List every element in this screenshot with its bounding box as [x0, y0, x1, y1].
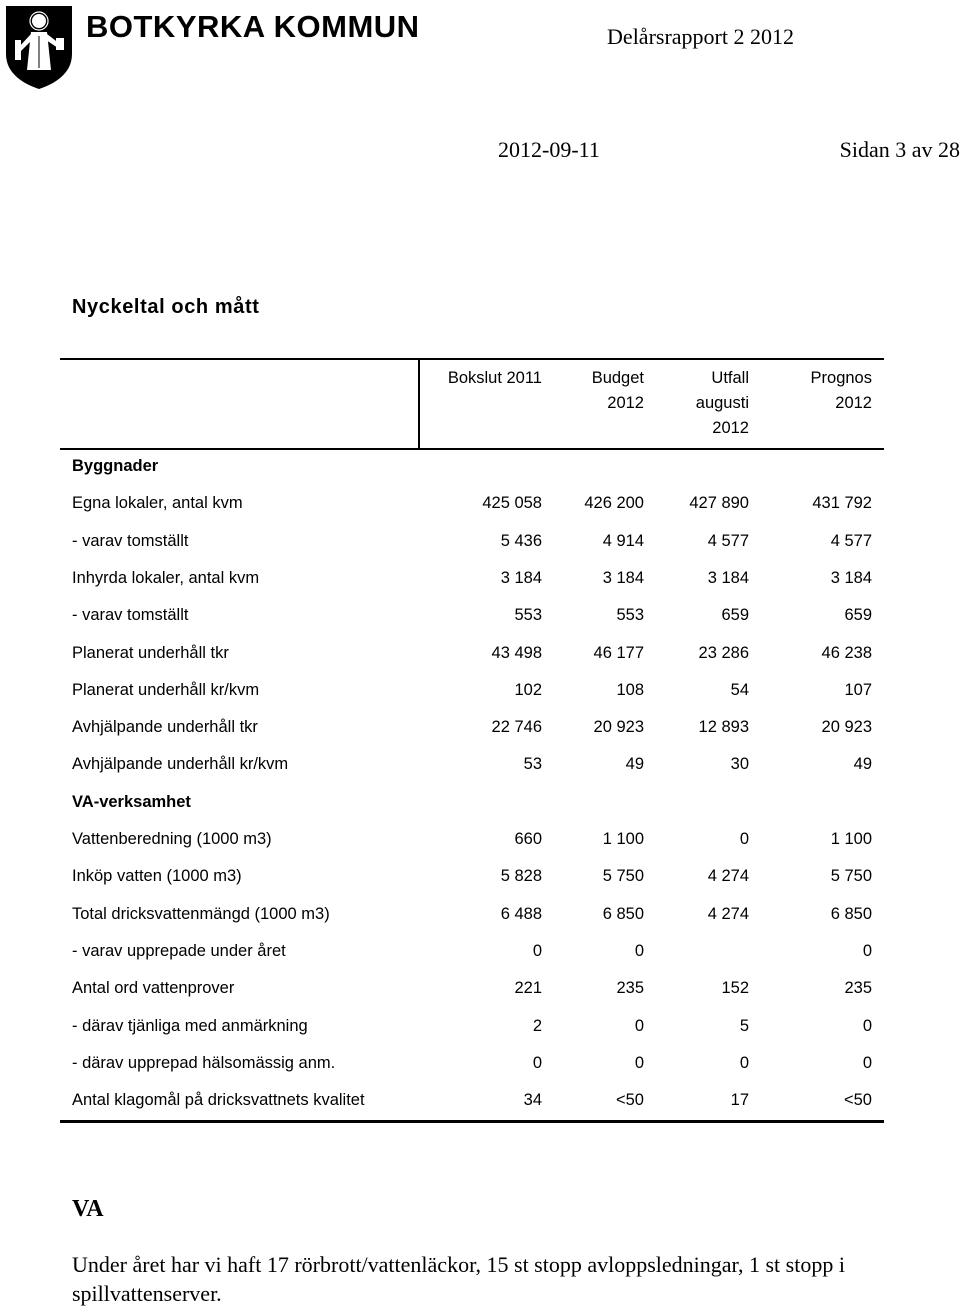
row-value: 20 923	[593, 718, 644, 737]
row-value: 46 238	[821, 643, 872, 662]
row-value: 5 750	[602, 867, 644, 886]
row-label: - därav upprepad hälsomässig anm.	[72, 1053, 336, 1072]
row-group-label: Byggnader	[72, 457, 159, 475]
row-label: Antal ord vattenprover	[72, 979, 235, 998]
row-value: 3 184	[500, 568, 542, 587]
table-row	[60, 784, 884, 821]
table-row	[60, 709, 884, 746]
row-value: 5	[739, 1016, 749, 1035]
row-value: 1 100	[602, 830, 644, 848]
header-divider	[418, 358, 420, 450]
row-value: 553	[514, 606, 542, 625]
table-row	[60, 448, 884, 485]
row-value: 23 286	[698, 643, 749, 662]
row-value: 12 893	[698, 718, 749, 737]
row-value: 0	[634, 1053, 644, 1072]
row-value: 54	[730, 680, 749, 699]
row-value: 4 914	[602, 531, 644, 550]
table-bottom-rule	[60, 1120, 884, 1123]
column-header-utfall-augusti-2012: Utfall augusti 2012	[695, 369, 749, 437]
row-value: 3 184	[602, 568, 644, 587]
table-row	[60, 1082, 884, 1119]
row-value: 427 890	[689, 494, 749, 513]
row-label: Avhjälpande underhåll tkr	[72, 718, 258, 737]
row-value: 0	[739, 830, 749, 848]
row-value: 221	[514, 979, 542, 998]
row-value: 53	[523, 755, 542, 774]
row-value: 49	[625, 755, 644, 774]
row-value: 0	[532, 1053, 542, 1072]
row-value: 6 488	[500, 904, 542, 923]
row-value: 3 184	[830, 568, 872, 587]
row-label: - varav upprepade under året	[72, 941, 286, 960]
table-row	[60, 635, 884, 672]
column-header-budget-2012: Budget 2012	[591, 369, 644, 412]
row-value: <50	[616, 1091, 644, 1110]
row-value: 5 436	[500, 531, 542, 550]
org-name: BOTKYRKA KOMMUN	[86, 9, 420, 44]
row-value: 553	[616, 606, 644, 625]
row-value: 659	[721, 606, 749, 625]
row-group-label: VA-verksamhet	[72, 792, 191, 811]
report-date: 2012-09-11	[498, 137, 600, 162]
table-top-rule	[60, 358, 884, 360]
row-value: 43 498	[491, 643, 542, 662]
table-row	[60, 1008, 884, 1045]
row-value: 425 058	[482, 494, 542, 513]
row-label: - varav tomställt	[72, 606, 189, 625]
table-row	[60, 933, 884, 970]
va-heading: VA	[72, 1196, 104, 1222]
row-label: Vattenberedning (1000 m3)	[72, 830, 272, 848]
row-value: 34	[523, 1091, 542, 1110]
row-value: 5 828	[500, 867, 542, 886]
table-row	[60, 970, 884, 1007]
row-label: Planerat underhåll kr/kvm	[72, 680, 260, 699]
row-value: 5 750	[830, 867, 872, 886]
row-value: 0	[532, 941, 542, 960]
row-label: Total dricksvattenmängd (1000 m3)	[72, 904, 330, 923]
section-title: Nyckeltal och mått	[72, 296, 260, 318]
table-row	[60, 746, 884, 783]
row-label: Planerat underhåll tkr	[72, 643, 229, 662]
row-value: 0	[862, 1053, 872, 1072]
row-value: 30	[730, 755, 749, 774]
row-value: 3 184	[707, 568, 749, 587]
row-value: 152	[721, 979, 749, 998]
row-label: Inköp vatten (1000 m3)	[72, 867, 242, 886]
row-value: 102	[514, 680, 542, 699]
table-row	[60, 560, 884, 597]
row-value: 20 923	[821, 718, 872, 737]
row-value: 235	[616, 979, 644, 998]
column-header-bokslut-2011: Bokslut 2011	[447, 369, 542, 387]
row-value: 46 177	[593, 643, 644, 662]
table-row	[60, 821, 884, 858]
row-value: 22 746	[491, 718, 542, 737]
row-value: 0	[862, 1016, 872, 1035]
row-value: 0	[634, 1016, 644, 1035]
row-value: 235	[844, 979, 872, 998]
row-value: 49	[853, 755, 872, 774]
row-value: 4 577	[707, 531, 749, 550]
row-value: 0	[739, 1053, 749, 1072]
row-label: - varav tomställt	[72, 531, 189, 550]
row-value: 4 274	[707, 867, 749, 886]
row-value: 108	[616, 680, 644, 699]
report-title: Delårsrapport 2 2012	[607, 24, 794, 49]
page-number: Sidan 3 av 28	[839, 137, 960, 162]
row-value: 4 274	[707, 904, 749, 923]
row-value: 4 577	[830, 531, 872, 550]
table-row	[60, 597, 884, 634]
row-value: 431 792	[812, 494, 872, 513]
row-value: 0	[862, 941, 872, 960]
va-paragraph: Under året har vi haft 17 rörbrott/vattenläckor, 15 st stopp avloppsledningar, 1 st stopp i spillvattenserver.	[72, 1252, 845, 1306]
row-value: 660	[514, 830, 542, 848]
row-label: Egna lokaler, antal kvm	[72, 494, 243, 513]
row-value: <50	[844, 1091, 872, 1110]
table-row	[60, 485, 884, 522]
column-header-prognos-2012: Prognos 2012	[810, 369, 872, 412]
table-row	[60, 523, 884, 560]
row-value: 17	[730, 1091, 749, 1110]
row-value: 2	[532, 1016, 542, 1035]
row-label: Avhjälpande underhåll kr/kvm	[72, 755, 289, 774]
row-value: 1 100	[830, 830, 872, 848]
table-row	[60, 858, 884, 895]
row-label: - därav tjänliga med anmärkning	[72, 1016, 308, 1035]
row-label: Inhyrda lokaler, antal kvm	[72, 568, 260, 587]
table-row	[60, 672, 884, 709]
row-value: 6 850	[602, 904, 644, 923]
row-value: 426 200	[584, 494, 644, 513]
row-value: 107	[844, 680, 872, 699]
row-value: 659	[844, 606, 872, 625]
table-row	[60, 1045, 884, 1082]
table-row	[60, 896, 884, 933]
row-label: Antal klagomål på dricksvattnets kvalitet	[72, 1091, 365, 1110]
row-value: 6 850	[830, 904, 872, 923]
municipal-coat-of-arms-logo	[4, 4, 74, 90]
row-value: 0	[634, 941, 644, 960]
